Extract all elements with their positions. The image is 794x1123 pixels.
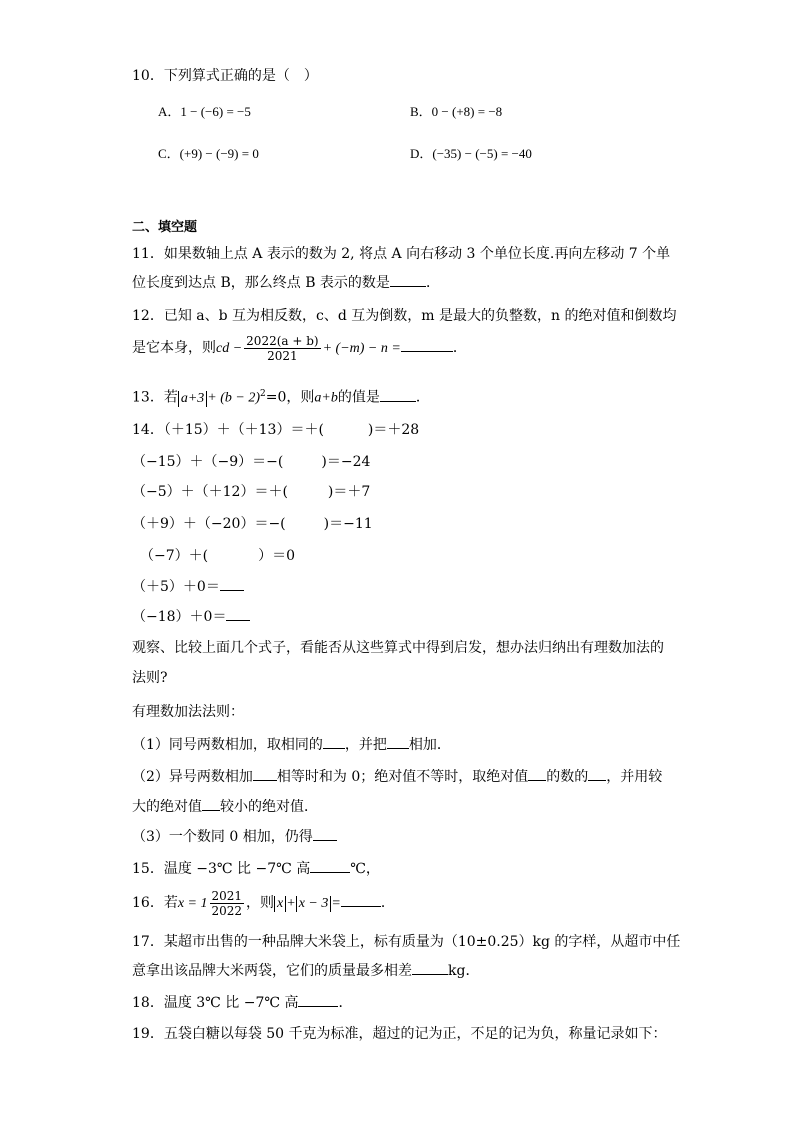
q11-line2 xyxy=(132,272,440,293)
answer-blank[interactable] xyxy=(390,272,426,287)
q14-row7 xyxy=(132,606,250,627)
q10-option-a: A．1 − (−6) = −5 xyxy=(158,104,251,119)
answer-blank[interactable] xyxy=(310,858,350,873)
answer-blank[interactable] xyxy=(588,766,606,781)
row-right: )＝−11 xyxy=(323,516,373,532)
q14-rule2 xyxy=(132,766,662,787)
row-left: （−7）＋( xyxy=(140,548,209,564)
q14-rule2-cont xyxy=(132,796,318,817)
rule-text: 的数的 xyxy=(546,769,589,785)
fraction-numerator: 2022(a + b) xyxy=(246,333,319,348)
row-left: （−18）＋0＝ xyxy=(132,609,227,625)
answer-blank[interactable] xyxy=(202,796,220,811)
q13-post: =0，则 xyxy=(265,389,315,406)
row-left: 14．（＋15）＋（＋13）＝＋( xyxy=(132,422,324,438)
q10-option-c: C．(+9) − (−9) = 0 xyxy=(158,146,259,161)
q16-plus: + xyxy=(286,896,296,911)
q13-tail: 的值是 xyxy=(337,389,380,406)
rule-text: ，并用较 xyxy=(606,769,663,785)
q14-row5 xyxy=(140,546,295,566)
answer-blank[interactable] xyxy=(323,734,345,749)
answer-blank[interactable] xyxy=(313,826,337,841)
rule-text: （1）同号两数相加，取相同的 xyxy=(132,737,323,753)
q14-row3 xyxy=(132,482,370,502)
q10-stem: 10．下列算式正确的是（ ） xyxy=(132,68,318,84)
q11-line1: 11．如果数轴上点 A 表示的数为 2, 将点 A 向右移动 3 个单位长度.再向左移动 7 个单 xyxy=(132,246,671,262)
q13-line xyxy=(132,384,430,409)
q14-row4 xyxy=(132,514,373,534)
rule-text: 相加． xyxy=(408,737,451,753)
q13-mid: + (b − 2) xyxy=(207,390,260,406)
q16-mid: ，则 xyxy=(246,895,275,911)
rule-text: （2）异号两数相加 xyxy=(132,769,253,785)
answer-blank[interactable] xyxy=(253,766,277,781)
section-heading: 二、填空题 xyxy=(132,220,198,235)
q11-text: 位长度到达点 B，那么终点 B 表示的数是 xyxy=(132,275,390,291)
answer-blank[interactable] xyxy=(401,337,453,352)
q10-option-b: B．0 − (+8) = −8 xyxy=(410,104,503,119)
q15-end: ℃， xyxy=(350,861,380,877)
row-right: )＝＋28 xyxy=(367,422,420,438)
q15-line xyxy=(132,858,380,879)
q18-end: ． xyxy=(338,995,353,1011)
answer-blank[interactable] xyxy=(220,576,244,591)
q17-line1: 17．某超市出售的一种品牌大米袋上，标有质量为（10±0.25）kg 的字样，从超市中任 xyxy=(132,934,681,950)
q13-pre: 13．若 xyxy=(132,389,178,406)
row-right: )＝＋7 xyxy=(327,484,371,500)
q13-target: a+b xyxy=(314,390,338,406)
row-right: )＝−24 xyxy=(321,454,371,470)
answer-blank[interactable] xyxy=(298,992,338,1007)
q14-rule1 xyxy=(132,734,451,755)
q16-line xyxy=(132,886,395,921)
rule-text: （3）一个数同 0 相加，仍得 xyxy=(132,829,313,845)
answer-blank[interactable] xyxy=(341,892,381,907)
q13-end: ． xyxy=(415,389,430,406)
q14-row2 xyxy=(132,452,370,472)
q12-expr-post: + (−m) − n = xyxy=(322,341,401,356)
rule-text: 大的绝对值 xyxy=(132,799,202,815)
q13-abs: a+3 xyxy=(178,391,207,407)
answer-blank[interactable] xyxy=(226,606,250,621)
q17-line2 xyxy=(132,960,479,981)
fraction-denominator: 2022 xyxy=(211,903,243,918)
rule-text: 较小的绝对值． xyxy=(220,799,318,815)
q17-end: kg． xyxy=(448,963,480,979)
q16-eq: = xyxy=(331,896,341,911)
rule-text: 相等时和为 0；绝对值不等时，取绝对值 xyxy=(276,769,529,785)
q16-end: ． xyxy=(380,895,395,911)
answer-blank[interactable] xyxy=(380,387,416,402)
q10-option-d: D．(−35) − (−5) = −40 xyxy=(410,146,532,161)
row-left: （−5）＋（＋12）＝＋( xyxy=(132,484,288,500)
q13-exponent: 2 xyxy=(260,389,266,399)
q12-fraction xyxy=(244,334,320,363)
answer-blank[interactable] xyxy=(412,960,448,975)
row-left: （−15）＋（−9）＝−( xyxy=(132,454,284,470)
q14-rule3 xyxy=(132,826,337,847)
row-right: ）＝0 xyxy=(258,548,296,564)
q18-line xyxy=(132,992,352,1013)
q12-end: ． xyxy=(452,340,467,356)
q15-text: 15．温度 −3℃ 比 −7℃ 高 xyxy=(132,861,311,877)
rule-text: ，并把 xyxy=(344,737,387,753)
q12-line1: 12．已知 a、b 互为相反数，c、d 互为倒数，m 是最大的负整数，n 的绝对值和倒数均 xyxy=(132,308,677,324)
q11-end: ． xyxy=(425,275,440,291)
fraction-numerator: 2021 xyxy=(211,888,243,903)
q19-line1: 19．五袋白糖以每袋 50 千克为标准，超过的记为正，不足的记为负，称量记录如下： xyxy=(132,1026,667,1042)
q17-text: 意拿出该品牌大米两袋，它们的质量最多相差 xyxy=(132,963,412,979)
q12-line2 xyxy=(132,332,467,365)
q14-observe-line1: 观察、比较上面几个式子，看能否从这些算式中得到启发，想办法归纳出有理数加法的 xyxy=(132,640,664,656)
q16-pre: 16．若 xyxy=(132,895,178,911)
q16-abs1: x xyxy=(274,896,286,912)
answer-blank[interactable] xyxy=(528,766,546,781)
q16-abs2: x − 3 xyxy=(296,896,332,912)
q16-fraction xyxy=(210,889,245,918)
fraction-denominator: 2021 xyxy=(267,348,298,363)
q18-text: 18．温度 3℃ 比 −7℃ 高 xyxy=(132,995,299,1011)
q14-row6 xyxy=(132,576,244,597)
q14-observe-line2: 法则? xyxy=(132,670,168,686)
row-left: （＋9）＋（−20）＝−( xyxy=(132,516,286,532)
q14-rule-title: 有理数加法法则： xyxy=(132,704,244,720)
row-left: （＋5）＋0＝ xyxy=(132,579,220,595)
q12-expr-pre: cd − xyxy=(216,341,243,356)
answer-blank[interactable] xyxy=(387,734,409,749)
q12-text: 是它本身，则 xyxy=(132,340,216,356)
q16-x: x = 1 xyxy=(177,896,208,911)
q14-row1 xyxy=(132,420,419,440)
